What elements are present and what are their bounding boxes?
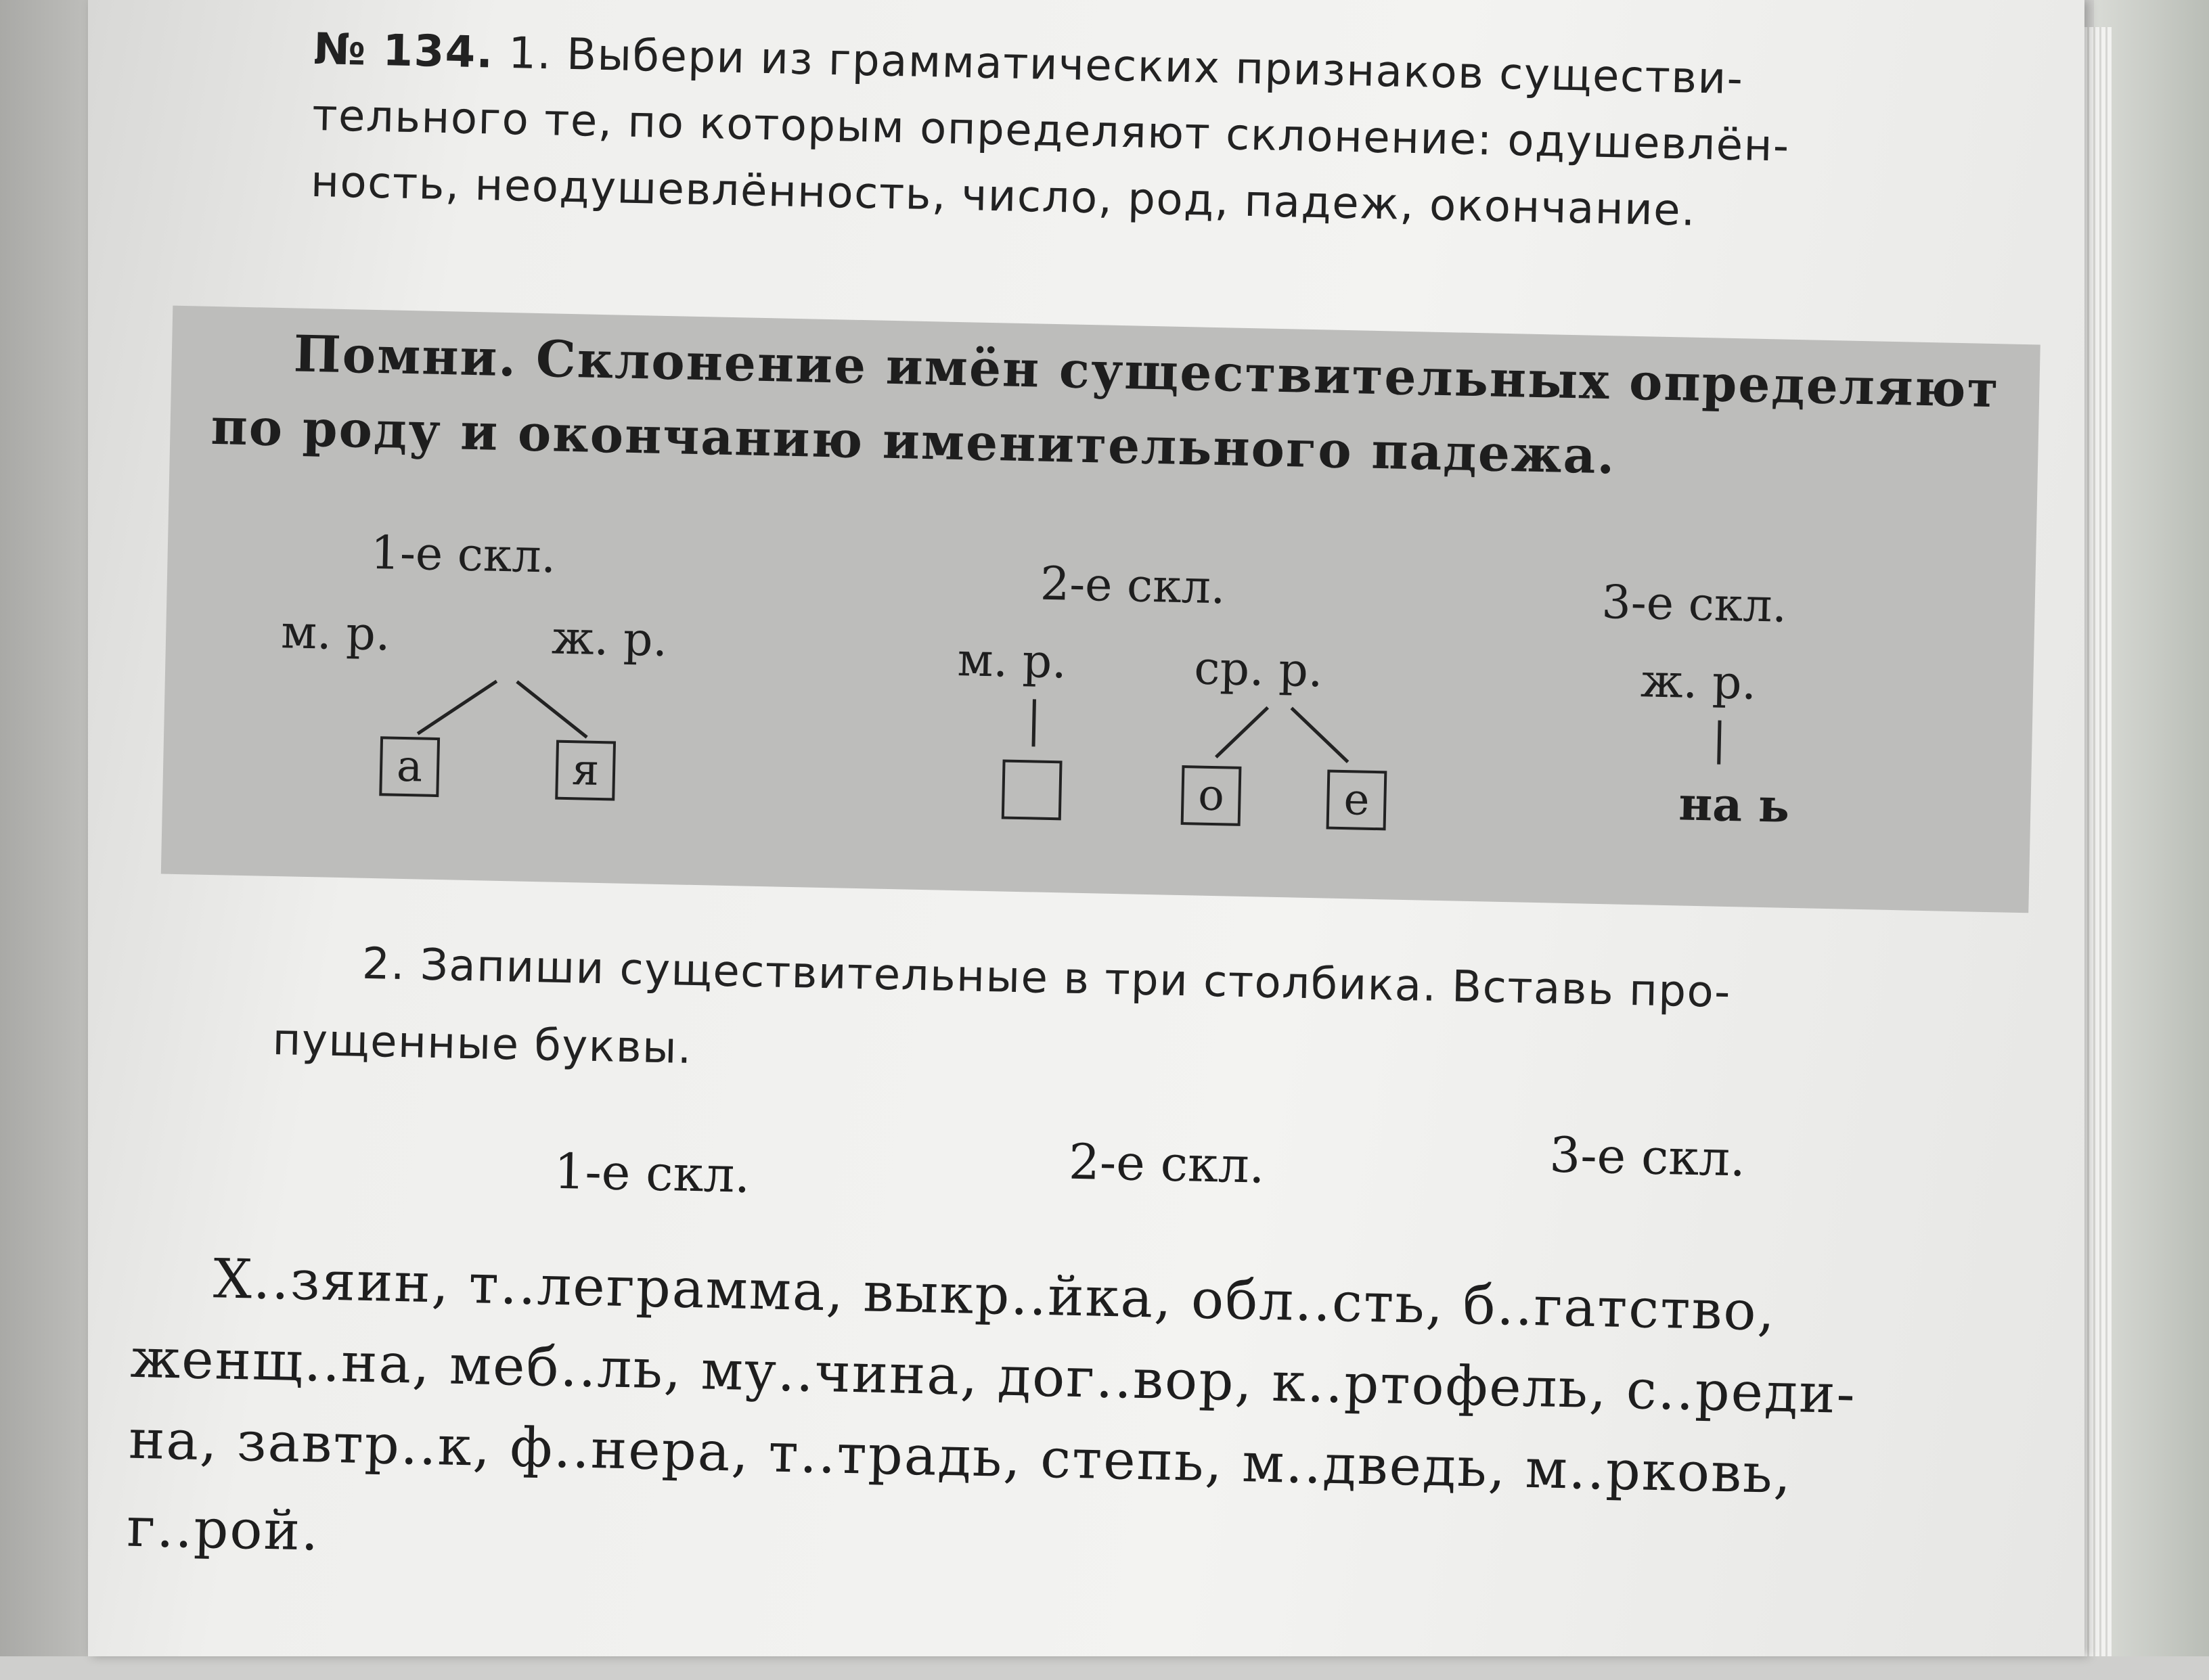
connector-line <box>1216 706 1268 758</box>
decl1-gender-f: ж. р. <box>551 611 668 668</box>
column-head-2: 2-е скл. <box>1068 1133 1266 1194</box>
word-line-3: на, завтр..к, ф..нера, т..традь, степь, м..дведь, м..рковь, <box>128 1407 1793 1506</box>
task1-text-1: 1. Выбери из грамматических признаков существи- <box>508 28 1745 105</box>
decl2-gender-n: ср. р. <box>1193 641 1324 698</box>
connector-line <box>1033 699 1034 746</box>
ending-box-e: е <box>1326 770 1387 831</box>
decl3-ending: на ь <box>1678 777 1790 834</box>
decl1-title: 1-е скл. <box>370 526 557 584</box>
rule-text-1: Склонение имён существительных определяют <box>535 330 2001 419</box>
task-number: № 134. <box>313 24 495 78</box>
connector-line <box>516 681 588 737</box>
rule-line-2: по роду и окончанию именительного падежа. <box>210 397 1617 486</box>
decl3-title: 3-е скл. <box>1601 575 1787 633</box>
task1-line-2: тельного те, по которым определяют склонение: одушевлён- <box>311 90 1791 172</box>
ending-box-a: а <box>379 736 440 797</box>
task2-line-2: пущенные буквы. <box>271 1015 693 1074</box>
column-head-1: 1-е скл. <box>553 1142 751 1204</box>
decl3-gender-f: ж. р. <box>1640 654 1757 710</box>
connector-line <box>1291 708 1349 762</box>
ending-box-ya: я <box>555 740 616 801</box>
word-line-1: Х..зяин, т..леграмма, выкр..йка, обл..сть, б..гатство, <box>213 1247 1777 1343</box>
ending-box-o: о <box>1181 765 1242 826</box>
decl1-gender-m: м. р. <box>280 606 391 662</box>
task2-line-1: 2. Запиши существительные в три столбика. Вставь про- <box>361 938 1732 1018</box>
column-head-3: 3-е скл. <box>1548 1126 1746 1187</box>
task1-line-3: ность, неодушевлённость, число, род, падеж, окончание. <box>310 156 1697 236</box>
word-line-2: женщ..на, меб..ль, му..чина, дог..вор, к..ртофель, с..реди- <box>129 1326 1857 1426</box>
rule-label: Помни. <box>293 325 518 388</box>
decl2-gender-m: м. р. <box>956 633 1067 689</box>
decl2-title: 2-е скл. <box>1040 557 1226 615</box>
connector-line <box>418 679 497 735</box>
connector-line <box>1719 721 1720 765</box>
word-line-4: г..рой. <box>126 1495 321 1563</box>
